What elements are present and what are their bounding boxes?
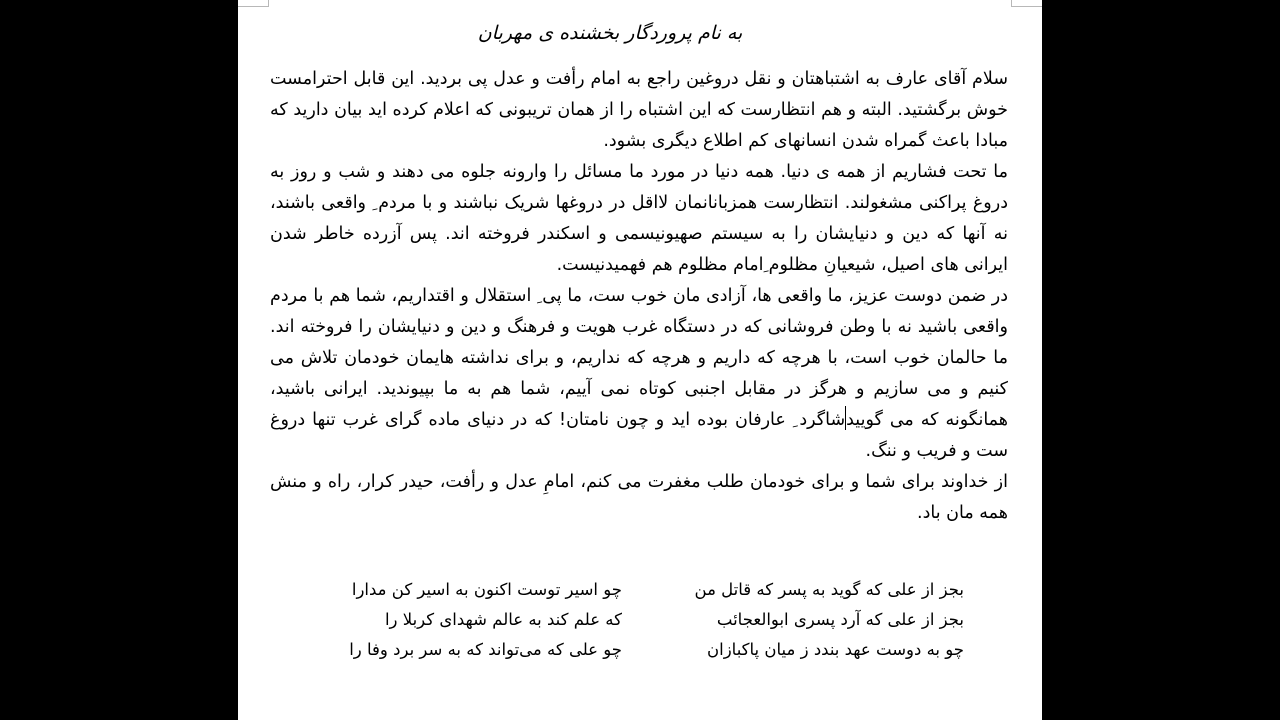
- body-text[interactable]: [270, 64, 1008, 529]
- crop-mark-top-right-v: [1011, 0, 1012, 7]
- poem-verse-1: [238, 580, 1042, 610]
- header-text: به نام پروردگار بخشنده ی مهربان: [477, 22, 743, 44]
- document-header: [238, 22, 1042, 44]
- crop-mark-top-left-v: [268, 0, 269, 7]
- poem-verse-3-second-half: چو علی که می‌تواند که به سر برد وفا را: [349, 640, 622, 659]
- poem-verse-1-first-half: بجز از علی که گوید به پسر که قاتل من: [694, 580, 964, 599]
- paragraph-3: [270, 281, 1008, 467]
- poem-verse-3: [238, 640, 1042, 670]
- poem: [238, 580, 1042, 670]
- document-page: [238, 0, 1042, 720]
- poem-verse-2: [238, 610, 1042, 640]
- paragraph-2: ما تحت فشاریم از همه ی دنیا. همه دنیا در مورد ما مسائل را وارونه جلوه می دهند و شب و روز به دروغ پراکنی مشغولند. انتظارست همزبانانمان لااقل در دروغها شریک نباشند و با مردم ِ واقعی باشند، نه آنها که دین و دنیایشان را به سیستم صهیونیسمی و اسکندر فروخته اند. پس آزرده خاطر شدن ایرانی های اصیل، شیعیانِ مظلوم ِامام مظلوم هم فهمیدنیست.: [270, 162, 1008, 275]
- poem-verse-3-first-half: چو به دوست عهد بندد ز میان پاکبازان: [707, 640, 964, 659]
- poem-verse-2-second-half: که علم کند به عالم شهدای کربلا را: [384, 610, 622, 629]
- crop-mark-top-right-h: [1012, 6, 1042, 7]
- paragraph-3-part-1: در ضمن دوست عزیز، ما واقعی ها، آزادی مان خوب ست، ما پی ِ استقلال و اقتداریم، شما هم با مردم واقعی باشید نه با وطن فروشانی که در دستگاه غرب هویت و فرهنگ و دین و دنیایشان را فروخته اند. ما حالمان خوب است، با هرچه که داریم و هرچه که نداریم، و برای نداشته هایمان خودمان تلاش می کنیم و می سازیم و هرگز در مقابل اجنبی کوتاه نمی آییم، شما هم به ما بپیوندید. ایرانی باشید، همانگونه که می گویید: [270, 286, 1008, 430]
- crop-mark-top-left-h: [238, 6, 268, 7]
- paragraph-3-part-2: شاگرد ِ عارفان بوده اید و چون نامتان! که در دنیای ماده گرای غرب تنها دروغ ست و فریب و ننگ.: [270, 410, 1008, 461]
- paragraph-4: از خداوند برای شما و برای خودمان طلب مغفرت می کنم، امامِ عدل و رأفت، حیدر کرار، راه و منش همه مان باد.: [270, 472, 1008, 523]
- paragraph-1: سلام آقای عارف به اشتباهتان و نقل دروغین راجع به امام رأفت و عدل پی بردید. این قابل احترامست خوش برگشتید. البته و هم انتظارست که این اشتباه را از همان تریبونی که اعلام کرده اید بیان دارید که مبادا باعث گمراه شدن انسانهای کم اطلاع دیگری بشود.: [270, 69, 1008, 151]
- poem-verse-2-first-half: بجز از علی که آرد پسری ابوالعجائب: [716, 610, 964, 629]
- poem-verse-1-second-half: چو اسیر توست اکنون به اسیر کن مدارا: [351, 580, 622, 599]
